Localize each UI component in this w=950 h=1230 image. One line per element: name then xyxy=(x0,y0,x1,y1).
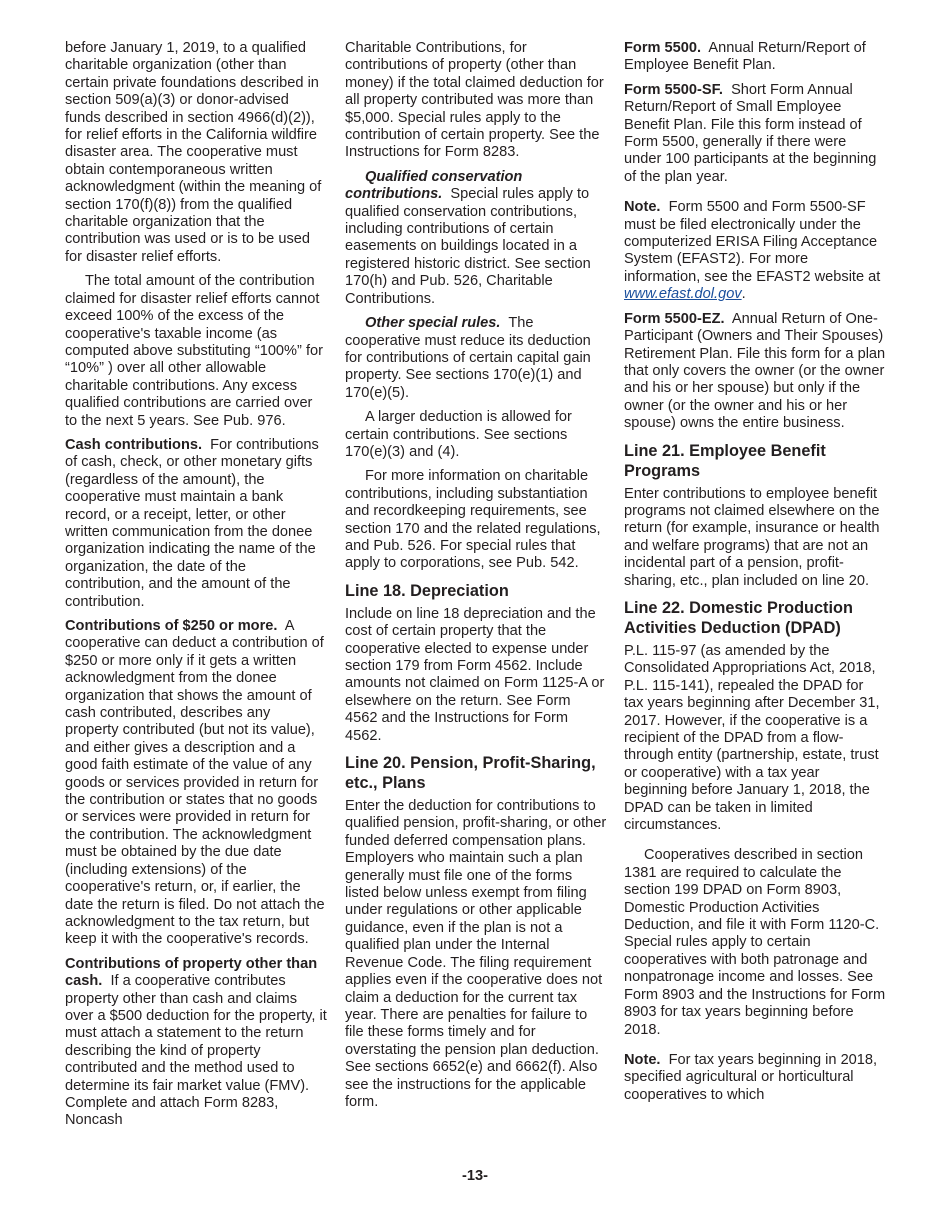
run-in-heading: Form 5500-EZ. xyxy=(624,310,725,327)
page-number: -13- xyxy=(462,1168,488,1184)
section-heading: Line 20. Pension, Profit-Sharing, etc., Plans xyxy=(345,754,596,793)
note-text: Form 5500 and Form 5500-SF must be filed electronically under the computerized ERISA Filing Acceptance System (EFAST2). For more information, see the EFAST2 website at xyxy=(624,199,881,285)
note-label: Note. xyxy=(624,199,661,216)
run-in-heading: Form 5500-SF. xyxy=(624,81,723,98)
run-in-heading: Form 5500. xyxy=(624,40,702,56)
column-3 xyxy=(624,40,886,1111)
note-text: For tax years beginning in 2018, specified agricultural or horticultural cooperatives to which xyxy=(624,1051,878,1103)
paragraph xyxy=(624,40,886,75)
run-in-heading: Qualified conservation contributions. xyxy=(345,168,523,203)
paragraph xyxy=(624,82,886,186)
paragraph-text: A cooperative can deduct a contribution of $250 or more only if it gets a written acknowledgment from the donee organization that shows the amount of cash contributed, describes any property contributed (but not its value), and either gives a description and a good faith estimate of the value of any goods or services provided in return for the contribution or states that no goods or services were provided in return for the contribution. The acknowledgment must be obtained by the due date (including extensions) of the cooperative's return, or, if earlier, the date the return is filed. Do not attach the acknowledgment to the tax return, but keep it with the cooperative's records. xyxy=(65,618,325,948)
paragraph xyxy=(65,618,327,949)
paragraph: Cooperatives described in section 1381 are required to calculate the section 199 DPAD on Form 8903, Domestic Production Activities Deduction, and file it with Form 1120-C. Special rules apply to certain cooperatives with both patronage and nonpatronage income and losses. See Form 8903 and the Instructions for Form 8903 for tax years beginning before 2018. xyxy=(624,847,886,1038)
note-label: Note. xyxy=(624,1051,661,1068)
paragraph: Charitable Contributions, for contributions of property (other than money) if the total claimed deduction for all property contributed was more than $5,000. Special rules apply to the contribution of certain property. See the Instructions for Form 8283. xyxy=(345,40,604,161)
efast-link[interactable]: www.efast.dol.gov xyxy=(624,286,742,303)
paragraph xyxy=(65,437,327,611)
paragraph: Enter contributions to employee benefit programs not claimed elsewhere on the return (for example, insurance or health and welfare programs) that are not an incidental part of a pension, profit-sharing, etc., plan included on line 20. xyxy=(624,485,880,589)
run-in-heading: Contributions of $250 or more. xyxy=(65,618,278,634)
paragraph xyxy=(65,956,327,1130)
paragraph: Enter the deduction for contributions to qualified pension, profit-sharing, or other funded deferred compensation plans. Employers who maintain such a plan generally must file one of the forms listed below unless exempt from filing under regulations or other applicable guidance, even if the plan is not a qualified plan under the Internal Revenue Code. The filing requirement applies even if the cooperative does not claim a deduction for the current tax year. There are penalties for failure to file these forms timely and for overstating the pension plan deduction. See sections 6652(e) and 6662(f). Also see the instructions for the applicable form. xyxy=(345,798,607,1110)
paragraph xyxy=(624,311,886,433)
paragraph-text: Special rules apply to qualified conservation contributions, including contributions of certain easements on buildings located in a registered historic district. See section 170(h) and Pub. 526, Charitable Contributions. xyxy=(345,186,591,307)
note xyxy=(624,1052,886,1104)
column-1 xyxy=(65,40,327,1137)
paragraph-text: If a cooperative contributes property other than cash and claims over a $500 deduction for the property, it must attach a statement to the return describing the kind of property contributed and the method used to determine its fair market value (FMV). Complete and attach Form 8283, Noncash xyxy=(65,973,327,1129)
paragraph: A larger deduction is allowed for certain contributions. See sections 170(e)(3) and (4). xyxy=(345,409,572,460)
section-heading: Line 21. Employee Benefit Programs xyxy=(624,441,826,480)
paragraph: Include on line 18 depreciation and the cost of certain property that the cooperative elected to expense under section 179 from Form 4562. Include amounts not claimed on Form 1125-A or elsewhere on the return. See Form 4562 and the Instructions for Form 4562. xyxy=(345,605,605,744)
column-2 xyxy=(345,40,607,1118)
paragraph: The total amount of the contribution claimed for disaster relief efforts cannot exceed 100% of the excess of the cooperative's taxable income (as computed above substituting “100%” for “10%” ) over all other allowable charitable contributions. Any excess qualified contributions are carried over to the next 5 years. See Pub. 976. xyxy=(65,273,323,429)
paragraph-text: Annual Return/Report of Employee Benefit Plan. xyxy=(624,40,866,74)
paragraph-text: For contributions of cash, check, or other monetary gifts (regardless of the amount), the cooperative must maintain a bank record, or a receipt, letter, or other written communication from the donee organization indicating the name of the organization, the date of the contribution, and the amount of the contribution. xyxy=(65,436,319,610)
paragraph xyxy=(345,315,607,402)
section-heading: Line 22. Domestic Production Activities Deduction (DPAD) xyxy=(624,598,853,637)
note xyxy=(624,199,886,303)
paragraph-text: The cooperative must reduce its deduction for contributions of certain capital gain property. See sections 170(e)(1) and 170(e)(5). xyxy=(345,315,591,401)
note-end: . xyxy=(741,286,746,303)
paragraph: before January 1, 2019, to a qualified charitable organization (other than certain private foundations described in section 509(a)(3) or donor-advised funds described in section 4966(d)(2)), for relief efforts in the California wildfire disaster area. The cooperative must obtain contemporaneous written acknowledgment (within the meaning of section 170(f)(8)) from the qualified charitable organization that the contribution was used or is to be used for disaster relief efforts. xyxy=(65,40,322,265)
paragraph: P.L. 115-97 (as amended by the Consolidated Appropriations Act, 2018, P.L. 115-141), repealed the DPAD for tax years beginning after December 31, 2017. However, if the cooperative is a recipient of the DPAD from a flow- through entity (partnership, estate, trust or cooperative) with a tax year beginning before January 1, 2018, the DPAD can be taken in limited circumstances. xyxy=(624,642,880,834)
run-in-heading: Contributions of property other than cash. xyxy=(65,955,318,990)
run-in-heading: Other special rules. xyxy=(365,315,501,332)
paragraph xyxy=(345,169,607,308)
paragraph-text: Annual Return of One-Participant (Owners and Their Spouses) Retirement Plan. File this form for a plan that only covers the owner (or the owner and his or her spouse) but only if the owner (or the owner and his or her spouse) owns the entire business. xyxy=(624,310,886,432)
paragraph-text: Short Form Annual Return/Report of Small Employee Benefit Plan. File this form instead of Form 5500, generally if there were under 100 participants at the beginning of the plan year. xyxy=(624,81,877,185)
run-in-heading: Cash contributions. xyxy=(65,436,203,453)
section-heading: Line 18. Depreciation xyxy=(345,581,509,600)
paragraph: For more information on charitable contributions, including substantiation and recordkeeping requirements, see section 170 and the related regulations, and Pub. 526. For special rules that apply to corporations, see Pub. 542. xyxy=(345,468,601,572)
